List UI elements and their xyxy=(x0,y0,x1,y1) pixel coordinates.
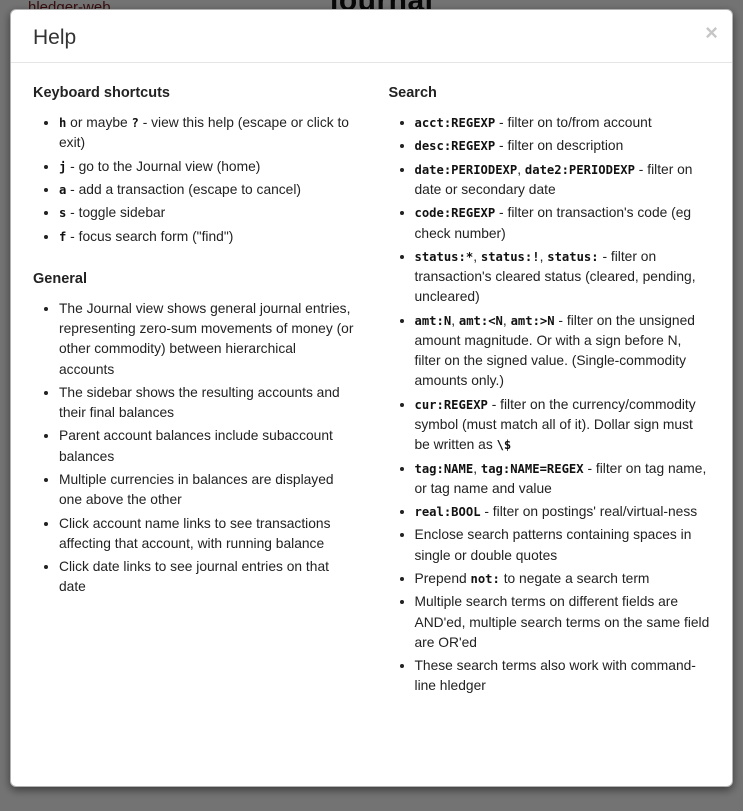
search-heading: Search xyxy=(388,85,437,102)
code-token: amt:>N xyxy=(510,313,555,328)
modal-body xyxy=(11,63,732,720)
code-token: code:REGEXP xyxy=(414,206,496,221)
code-token: acct:REGEXP xyxy=(414,116,496,131)
modal-header xyxy=(11,10,732,63)
code-token: date:PERIODEXP xyxy=(414,162,518,177)
code-token: s xyxy=(59,206,67,221)
modal-title: Help xyxy=(33,26,77,49)
left-column xyxy=(33,77,355,700)
list-item: • cur:REGEXP - filter on the currency/commodity symbol (must match all of it). Dollar sign must be written as \$ xyxy=(415,395,711,456)
general-heading: General xyxy=(33,270,87,287)
list-item: • Parent account balances include subaccount balances xyxy=(59,426,355,467)
list-item: • code:REGEXP - filter on transaction's code (eg check number) xyxy=(415,203,711,244)
code-token: cur:REGEXP xyxy=(414,397,488,412)
list-item: • h or maybe ? - view this help (escape or click to exit) xyxy=(59,113,355,154)
list-item: • s - toggle sidebar xyxy=(59,203,355,223)
list-item: • desc:REGEXP - filter on description xyxy=(415,136,711,156)
list-item: • Enclose search patterns containing spaces in single or double quotes xyxy=(415,525,711,566)
right-column xyxy=(389,77,711,700)
list-item: • a - add a transaction (escape to cancel) xyxy=(59,180,355,200)
list-item: • Click account name links to see transactions affecting that account, with running balance xyxy=(59,514,355,555)
code-token: ? xyxy=(131,116,139,131)
list-item: • Multiple currencies in balances are displayed one above the other xyxy=(59,470,355,511)
keyboard-shortcuts-list xyxy=(33,113,355,247)
code-token: real:BOOL xyxy=(414,505,481,520)
code-token: desc:REGEXP xyxy=(414,139,496,154)
list-item: • status:*, status:!, status: - filter on transaction's cleared status (cleared, pending, uncleared) xyxy=(415,247,711,308)
list-item: • These search terms also work with command-line hledger xyxy=(415,656,711,697)
close-icon[interactable]: × xyxy=(705,20,718,45)
search-list xyxy=(389,113,711,697)
list-item: • Multiple search terms on different fields are AND'ed, multiple search terms on the same field are OR'ed xyxy=(415,592,711,653)
list-item: • f - focus search form ("find") xyxy=(59,227,355,247)
code-token: amt:<N xyxy=(458,313,503,328)
help-modal xyxy=(10,9,733,787)
list-item: • The sidebar shows the resulting accounts and their final balances xyxy=(59,383,355,424)
code-token: tag:NAME xyxy=(414,461,474,476)
list-item: • Prepend not: to negate a search term xyxy=(415,569,711,589)
code-token: a xyxy=(59,182,67,197)
code-token: status:! xyxy=(480,249,540,264)
list-item: • date:PERIODEXP, date2:PERIODEXP - filter on date or secondary date xyxy=(415,160,711,201)
list-item: • amt:N, amt:<N, amt:>N - filter on the unsigned amount magnitude. Or with a sign before N, filter on the signed value. (Single-commodity amounts only.) xyxy=(415,311,711,392)
code-token: \$ xyxy=(496,438,512,453)
list-item: • j - go to the Journal view (home) xyxy=(59,157,355,177)
code-token: h xyxy=(59,116,67,131)
list-item: • tag:NAME, tag:NAME=REGEX - filter on tag name, or tag name and value xyxy=(415,459,711,500)
list-item: • acct:REGEXP - filter on to/from account xyxy=(415,113,711,133)
code-token: f xyxy=(59,229,67,244)
code-token: tag:NAME=REGEX xyxy=(480,461,584,476)
code-token: status: xyxy=(547,249,599,264)
list-item: • real:BOOL - filter on postings' real/virtual-ness xyxy=(415,502,711,522)
keyboard-shortcuts-heading: Keyboard shortcuts xyxy=(33,85,170,102)
list-item: • The Journal view shows general journal entries, representing zero-sum movements of money (or other commodity) between hierarchical accounts xyxy=(59,299,355,380)
code-token: amt:N xyxy=(414,313,452,328)
code-token: status:* xyxy=(414,249,474,264)
code-token: j xyxy=(59,159,67,174)
list-item: • Click date links to see journal entries on that date xyxy=(59,557,355,598)
code-token: not: xyxy=(470,572,500,586)
code-token: date2:PERIODEXP xyxy=(524,162,635,177)
general-list xyxy=(33,299,355,598)
